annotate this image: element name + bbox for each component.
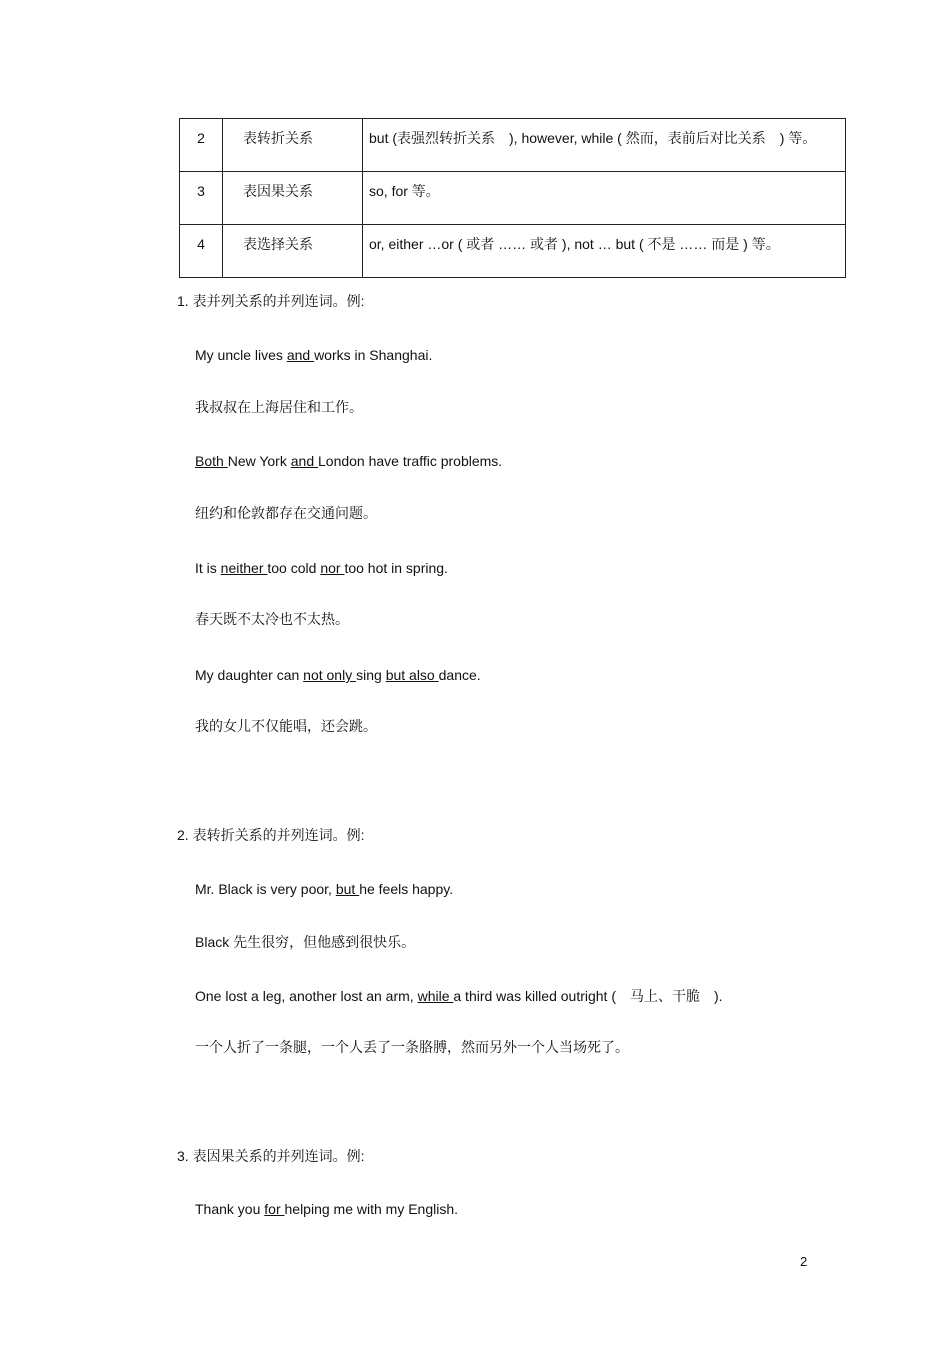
- page-number: 2: [800, 1254, 808, 1269]
- relation-description: so, for 等。: [363, 172, 846, 225]
- example-sentence: One lost a leg, another lost an arm, while a third was killed outright ( 马上、干脆 ).: [195, 988, 723, 1004]
- example-sentence: Mr. Black is very poor, but he feels happy.: [195, 881, 454, 897]
- example-sentence: Thank you for helping me with my English.: [195, 1201, 459, 1217]
- row-number: 4: [180, 225, 223, 278]
- table-row: [180, 119, 846, 172]
- section-heading: 1. 表并列关系的并列连词。例:: [177, 293, 365, 309]
- example-sentence: My daughter can not only sing but also dance.: [195, 667, 481, 683]
- row-number: 2: [180, 119, 223, 172]
- example-translation: 我叔叔在上海居住和工作。: [195, 399, 363, 415]
- table-row: [180, 225, 846, 278]
- relation-description: or, either …or ( 或者 …… 或者 ), not … but ( 不是 …… 而是 ) 等。: [363, 225, 846, 278]
- example-translation: 一个人折了一条腿，一个人丢了一条胳膊，然而另外一个人当场死了。: [195, 1039, 629, 1055]
- table-row: [180, 172, 846, 225]
- example-translation: 春天既不太冷也不太热。: [195, 611, 349, 627]
- example-translation: 纽约和伦敦都存在交通问题。: [195, 505, 377, 521]
- example-sentence: It is neither too cold nor too hot in spring.: [195, 560, 448, 576]
- example-translation: Black 先生很穷，但他感到很快乐。: [195, 934, 416, 950]
- section-heading: 3. 表因果关系的并列连词。例:: [177, 1148, 365, 1164]
- example-sentence: Both New York and London have traffic problems.: [195, 453, 503, 469]
- conjunction-table: [179, 118, 846, 278]
- relation-description: but (表强烈转折关系 ), however, while ( 然而，表前后对比关系 ) 等。: [363, 119, 846, 172]
- relation-type: 表因果关系: [223, 172, 363, 225]
- relation-type: 表转折关系: [223, 119, 363, 172]
- section-heading: 2. 表转折关系的并列连词。例:: [177, 827, 365, 843]
- relation-type: 表选择关系: [223, 225, 363, 278]
- example-sentence: My uncle lives and works in Shanghai.: [195, 347, 433, 363]
- row-number: 3: [180, 172, 223, 225]
- example-translation: 我的女儿不仅能唱，还会跳。: [195, 718, 377, 734]
